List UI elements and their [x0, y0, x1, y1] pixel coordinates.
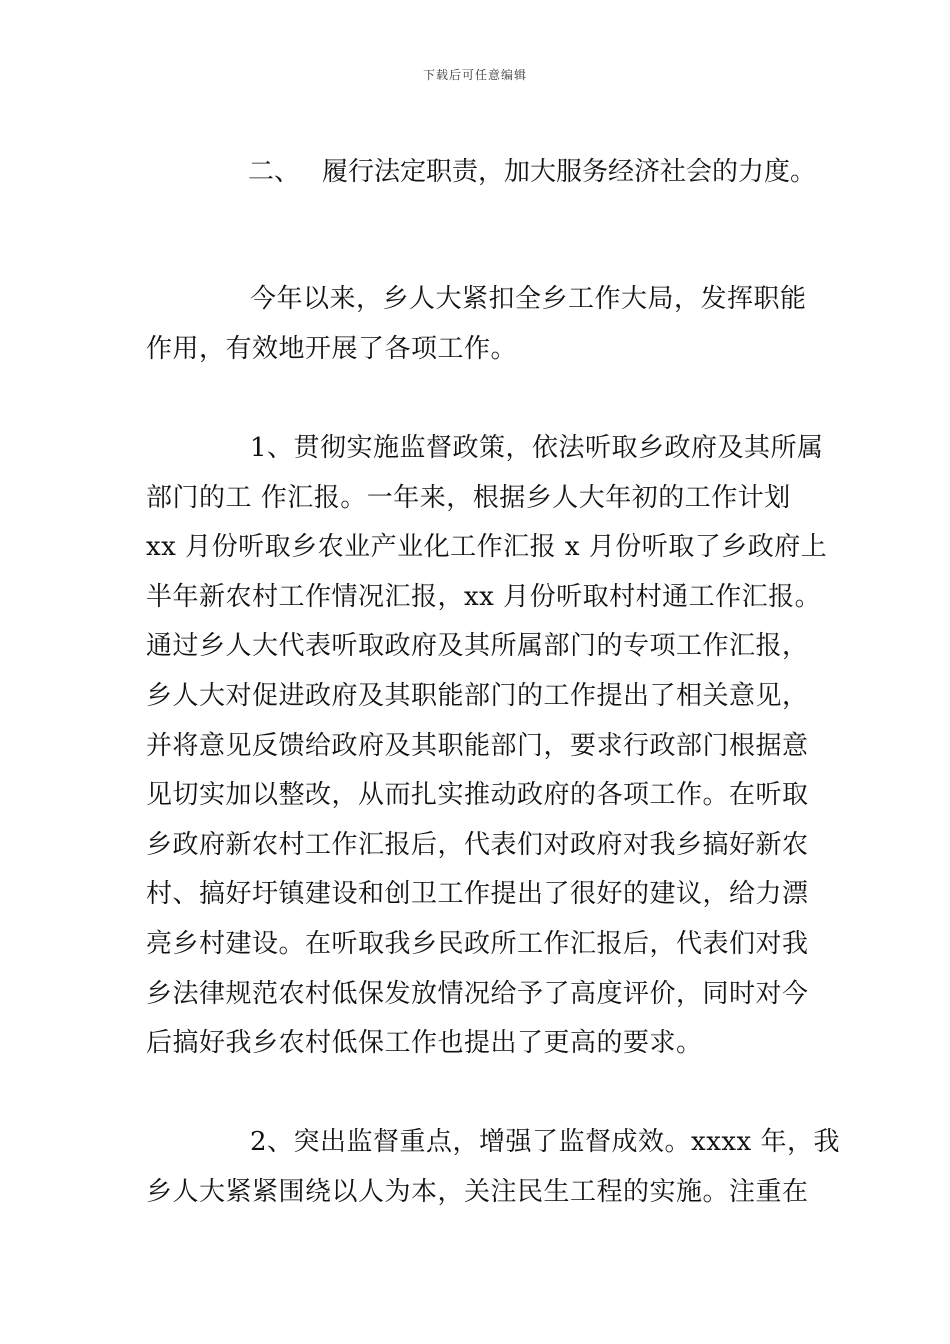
header-note: 下载后可任意编辑 [422, 68, 527, 82]
paragraph-intro [146, 275, 810, 374]
paragraph-line: xx 月份听取乡农业产业化工作汇报 x 月份听取了乡政府上 [146, 532, 828, 563]
paragraph-line: 乡人大对促进政府及其职能部门的工作提出了相关意见， [146, 680, 809, 711]
paragraph-line: 亮乡村建设。在听取我乡民政所工作汇报后，代表们对我 [146, 928, 809, 959]
section-title: 履行法定职责，加大服务经济社会的力度。 [322, 157, 817, 187]
paragraph-line: 村、搞好圩镇建设和创卫工作提出了很好的建议，给力漂 [146, 879, 809, 910]
paragraph-item-2 [146, 1118, 840, 1217]
paragraph-line: 半年新农村工作情况汇报，xx 月份听取村村通工作汇报。 [146, 581, 822, 612]
paragraph-line: 2、突出监督重点，增强了监督成效。xxxx 年，我 [250, 1127, 840, 1157]
paragraph-item-1 [146, 424, 828, 1069]
paragraph-line: 乡政府新农村工作汇报后，代表们对政府对我乡搞好新农 [146, 829, 809, 860]
paragraph-line: 并将意见反馈给政府及其职能部门，要求行政部门根据意 [146, 730, 809, 761]
paragraph-line: 乡法律规范农村低保发放情况给予了高度评价，同时对今 [146, 978, 809, 1009]
section-heading [248, 152, 848, 192]
section-number: 二、 [248, 157, 301, 187]
paragraph-line: 今年以来，乡人大紧扣全乡工作大局，发挥职能 [250, 284, 807, 314]
paragraph-line: 乡人大紧紧围绕以人为本，关注民生工程的实施。注重在 [146, 1176, 809, 1207]
paragraph-line: 作用，有效地开展了各项工作。 [146, 333, 518, 364]
paragraph-line: 部门的工 作汇报。一年来，根据乡人大年初的工作计划 [146, 482, 791, 513]
paragraph-line: 通过乡人大代表听取政府及其所属部门的专项工作汇报， [146, 631, 809, 662]
paragraph-line: 后搞好我乡农村低保工作也提出了更高的要求。 [146, 1028, 703, 1059]
paragraph-line: 见切实加以整改，从而扎实推动政府的各项工作。在听取 [146, 780, 809, 811]
paragraph-line: 1、贯彻实施监督政策，依法听取乡政府及其所属 [250, 433, 824, 463]
